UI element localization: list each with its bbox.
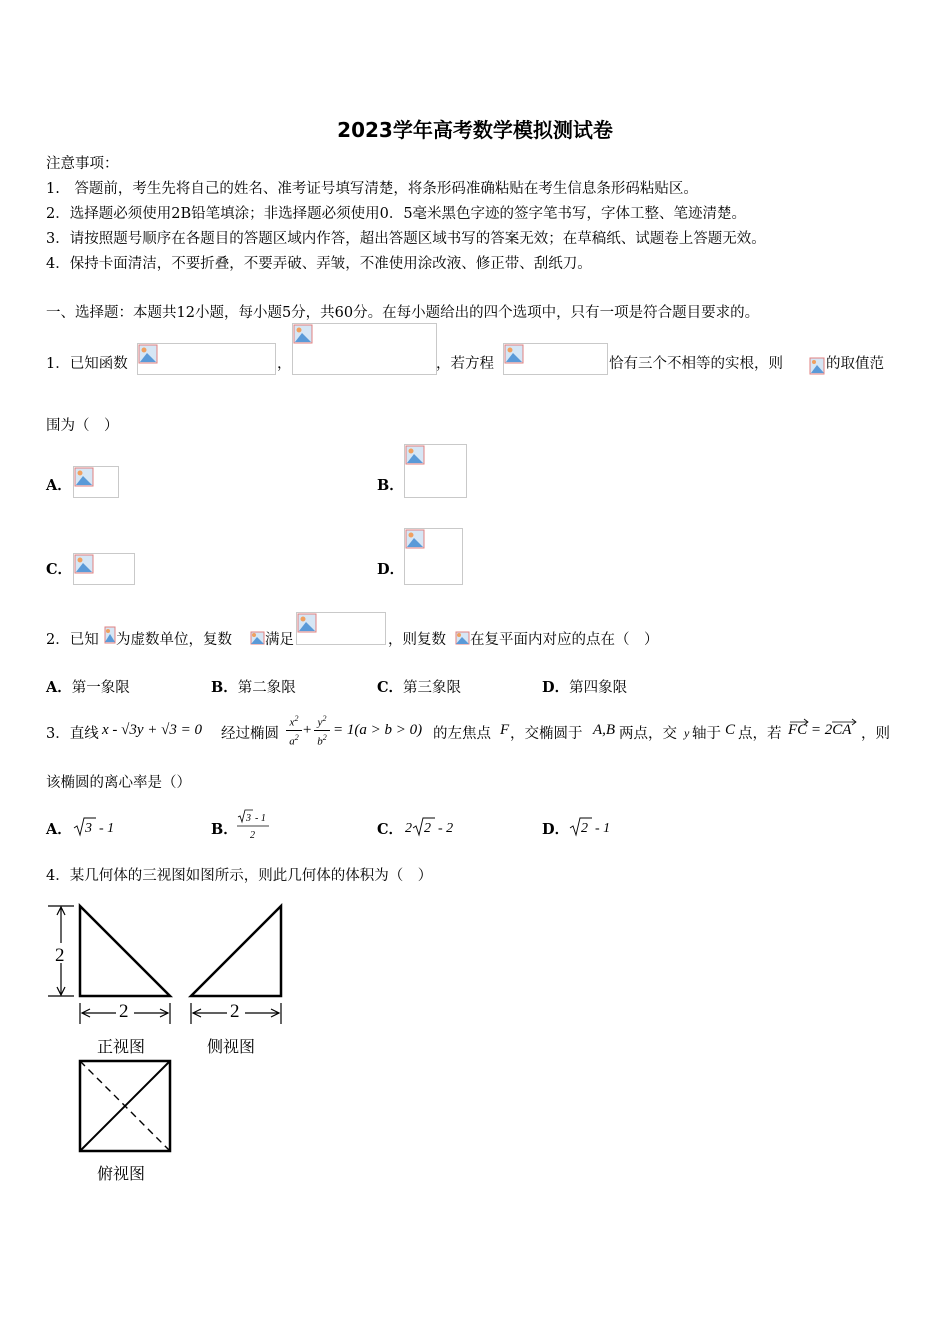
notice-item-4: 4．保持卡面清洁，不要折叠，不要弄破、弄皱，不准使用涂改液、修正带、刮纸刀。 bbox=[46, 256, 592, 272]
front-width-dim: 2 bbox=[119, 1001, 129, 1022]
broken-image-icon bbox=[104, 626, 116, 644]
q2-option-c[interactable] bbox=[377, 676, 461, 697]
q3-text-3: 的左焦点 bbox=[433, 726, 491, 742]
q2-option-b-label: B． bbox=[211, 679, 238, 696]
q3-option-b-math[interactable] bbox=[236, 808, 272, 844]
q2-text-1: 2．已知 bbox=[46, 632, 99, 648]
svg-text:2: 2 bbox=[581, 821, 588, 836]
q1-option-c-label[interactable]: C． bbox=[46, 561, 73, 578]
q2-option-b-text: 第二象限 bbox=[237, 680, 296, 696]
q1-option-b-label[interactable]: B． bbox=[377, 477, 404, 494]
q3-text-9: 该椭圆的离心率是（） bbox=[46, 775, 191, 791]
q2-option-d[interactable] bbox=[542, 676, 627, 697]
notice-item-3: 3．请按照题号顺序在各题目的答题区域内作答，超出答题区域书写的答案无效；在草稿纸、试题卷上答题无效。 bbox=[46, 231, 766, 247]
q2-option-c-label: C． bbox=[377, 679, 404, 696]
q2-option-a-label: A． bbox=[46, 679, 72, 696]
three-view-figure bbox=[44, 900, 294, 1185]
q3-text-8: ，则 bbox=[861, 726, 890, 742]
q1-option-a-label[interactable]: A． bbox=[46, 477, 72, 494]
q2-option-a[interactable] bbox=[46, 676, 130, 697]
svg-text:- 1: - 1 bbox=[595, 821, 611, 836]
q3-focus: F bbox=[500, 722, 510, 738]
q3-vector-equation: FC = 2CA bbox=[788, 722, 852, 738]
q3-axis: y bbox=[684, 726, 690, 740]
broken-image-icon bbox=[297, 613, 317, 633]
svg-text:3: 3 bbox=[246, 813, 251, 824]
q3-line-equation: x - √3y + √3 = 0 bbox=[102, 722, 203, 738]
q1-option-d-label[interactable]: D． bbox=[377, 561, 405, 578]
q3-plus-sign: + bbox=[302, 722, 313, 738]
svg-text:2: 2 bbox=[250, 830, 255, 841]
svg-text:- 2: - 2 bbox=[438, 821, 454, 836]
three-view-drawing bbox=[44, 900, 294, 1185]
q2-text-2: 为虚数单位，复数 bbox=[116, 632, 232, 648]
q3-text-2: 经过椭圆 bbox=[221, 726, 279, 742]
q1-text-5: 的取值范 bbox=[826, 356, 884, 372]
broken-image-icon bbox=[405, 445, 425, 465]
q2-option-a-text: 第一象限 bbox=[71, 680, 130, 696]
q3-option-a-math[interactable] bbox=[72, 814, 122, 838]
q1-text-6: 围为（ ） bbox=[46, 418, 119, 434]
page-title: 2023学年高考数学模拟测试卷 bbox=[337, 118, 613, 142]
q3-text-5: 两点，交 bbox=[619, 726, 677, 742]
notice-heading: 注意事项： bbox=[46, 156, 119, 172]
q2-option-d-text: 第四象限 bbox=[569, 680, 628, 696]
svg-text:2: 2 bbox=[405, 821, 412, 836]
q3-points: A,B bbox=[593, 722, 616, 738]
q3-text-1: 3．直线 bbox=[46, 726, 99, 742]
q2-formula-image bbox=[296, 612, 386, 645]
q2-option-c-text: 第三象限 bbox=[403, 680, 462, 696]
q3-point-c: C bbox=[725, 722, 736, 738]
broken-image-icon bbox=[138, 344, 158, 364]
q1-formula-image-2 bbox=[292, 323, 437, 375]
broken-image-icon bbox=[293, 324, 313, 344]
q3-option-c-math[interactable] bbox=[403, 814, 463, 838]
broken-image-icon bbox=[405, 529, 425, 549]
notice-item-2: 2．选择题必须使用2B铅笔填涂；非选择题必须使用0．5毫米黑色字迹的签字笔书写，字体工整、笔迹清楚。 bbox=[46, 206, 747, 222]
broken-image-icon bbox=[74, 467, 94, 487]
q1-option-c-image[interactable] bbox=[73, 553, 135, 585]
q3-option-d-label[interactable]: D． bbox=[542, 821, 570, 838]
vector-arrows bbox=[788, 718, 860, 726]
q4-text: 4．某几何体的三视图如图所示，则此几何体的体积为（ ） bbox=[46, 868, 433, 884]
q1-text-3: ，若方程 bbox=[436, 356, 494, 372]
q2-option-d-label: D． bbox=[542, 679, 570, 696]
side-width-dim: 2 bbox=[230, 1001, 240, 1022]
q3-text-6: 轴于 bbox=[692, 726, 721, 742]
q1-formula-image-3 bbox=[503, 343, 608, 375]
q1-option-d-image[interactable] bbox=[404, 528, 463, 585]
q1-option-b-image[interactable] bbox=[404, 444, 467, 498]
broken-image-icon bbox=[504, 344, 524, 364]
q2-text-3: 满足 bbox=[265, 632, 294, 648]
q2-option-b[interactable] bbox=[211, 676, 296, 697]
q3-option-b-label[interactable]: B． bbox=[211, 821, 238, 838]
q1-text-1: 1．已知函数 bbox=[46, 356, 128, 372]
q3-text-4: ，交椭圆于 bbox=[510, 726, 583, 742]
q3-ellipse-x-term: $x^2$ $a^2$ bbox=[286, 712, 302, 748]
q3-ellipse-equation-tail: = 1(a > b > 0) bbox=[333, 722, 423, 738]
svg-text:2: 2 bbox=[424, 821, 431, 836]
front-view-label: 正视图 bbox=[97, 1037, 146, 1056]
q3-option-c-label[interactable]: C． bbox=[377, 821, 404, 838]
broken-image-icon bbox=[74, 554, 94, 574]
q2-text-4: ，则复数 bbox=[388, 632, 446, 648]
q1-option-a-image[interactable] bbox=[73, 466, 119, 498]
section-header: 一、选择题：本题共12小题，每小题5分，共60分。在每小题给出的四个选项中，只有一项是符合题目要求的。 bbox=[46, 305, 760, 321]
q3-option-d-math[interactable] bbox=[568, 814, 618, 838]
q3-option-a-label[interactable]: A． bbox=[46, 821, 72, 838]
front-height-dim: 2 bbox=[55, 945, 65, 966]
svg-text:3: 3 bbox=[85, 821, 92, 836]
broken-image-icon bbox=[250, 631, 265, 645]
q2-text-5: 在复平面内对应的点在（ ） bbox=[470, 632, 659, 648]
top-view-label: 俯视图 bbox=[97, 1164, 146, 1183]
svg-text:- 1: - 1 bbox=[99, 821, 115, 836]
notice-item-1: 1. 答题前，考生先将自己的姓名、准考证号填写清楚，将条形码准确粘贴在考生信息条形码粘贴区。 bbox=[46, 181, 698, 197]
svg-text:- 1: - 1 bbox=[255, 813, 266, 824]
q3-ellipse-y-term: $y^2$ $b^2$ bbox=[314, 712, 330, 748]
q1-text-4: 恰有三个不相等的实根，则 bbox=[609, 356, 783, 372]
broken-image-icon bbox=[455, 631, 470, 645]
broken-image-icon bbox=[809, 357, 825, 375]
q1-text-2: ， bbox=[277, 356, 292, 372]
side-view-label: 侧视图 bbox=[207, 1037, 256, 1056]
q3-text-7: 点，若 bbox=[738, 726, 782, 742]
q1-formula-image-1 bbox=[137, 343, 276, 375]
